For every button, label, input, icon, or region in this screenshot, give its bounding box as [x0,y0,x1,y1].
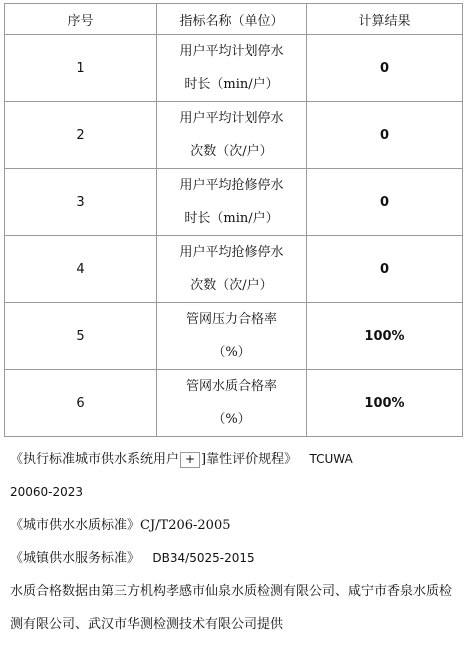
row-result: 0 [307,35,463,102]
indicator-name-line1: 用户平均抢修停水 [179,245,284,260]
row-index: 5 [5,303,157,370]
row-indicator-name [157,236,307,303]
indicator-name-line1: 管网水质合格率 [185,379,277,394]
row-index: 1 [5,35,157,102]
row-result: 100% [307,303,463,370]
row-result: 0 [307,169,463,236]
indicator-name-line2: 时长（min/户） [184,211,279,226]
standard-reference-3 [10,542,460,575]
data-source-paragraph: 水质合格数据由第三方机构孝感市仙泉水质检测有限公司、咸宁市香泉水质检测有限公司、武汉市华测检测技术有限公司提供 [10,584,453,632]
row-index: 3 [5,169,157,236]
row-indicator-name [157,102,307,169]
standards-notes [10,443,460,641]
row-indicator-name [157,35,307,102]
indicator-name-line1: 管网压力合格率 [185,312,277,327]
standard-1-title-end: ]靠性评价规程》 [201,452,298,467]
table-row [5,236,463,303]
table-row [5,35,463,102]
indicator-name-line2: 次数（次/户） [190,278,273,293]
row-result: 0 [307,102,463,169]
row-result: 0 [307,236,463,303]
indicator-name-line2: （%） [212,412,251,427]
row-index: 4 [5,236,157,303]
indicator-name-line1: 用户平均计划停水 [179,44,284,59]
standard-3-title: 《城镇供水服务标准》 [10,551,141,566]
standard-1-code-number: 20060-2023 [10,485,84,499]
row-index: 6 [5,370,157,437]
row-indicator-name [157,169,307,236]
standard-reference-1 [10,443,460,476]
indicator-name-line2: 次数（次/户） [190,144,273,159]
standard-1-title-start: 《执行标准城市供水系统用户 [10,452,180,467]
header-index: 序号 [5,4,157,35]
row-result: 100% [307,370,463,437]
standard-reference-2: 《城市供水水质标准》CJ/T206-2005 [10,518,231,533]
table-header-row [5,4,463,35]
row-index: 2 [5,102,157,169]
standard-reference-1-continued [10,476,460,509]
indicator-name-line1: 用户平均计划停水 [179,111,284,126]
header-result: 计算结果 [307,4,463,35]
header-indicator: 指标名称（单位） [157,4,307,35]
table-row [5,303,463,370]
table-row [5,370,463,437]
indicator-name-line2: （%） [212,345,251,360]
standard-3-code: DB34/5025-2015 [152,551,255,565]
row-indicator-name [157,370,307,437]
standard-1-code: TCUWA [309,452,353,466]
row-indicator-name [157,303,307,370]
table-row [5,102,463,169]
indicator-name-line1: 用户平均抢修停水 [179,178,284,193]
expand-toggle-button[interactable]: + [180,452,200,468]
table-row [5,169,463,236]
indicator-name-line2: 时长（min/户） [184,77,279,92]
results-table [4,3,463,437]
